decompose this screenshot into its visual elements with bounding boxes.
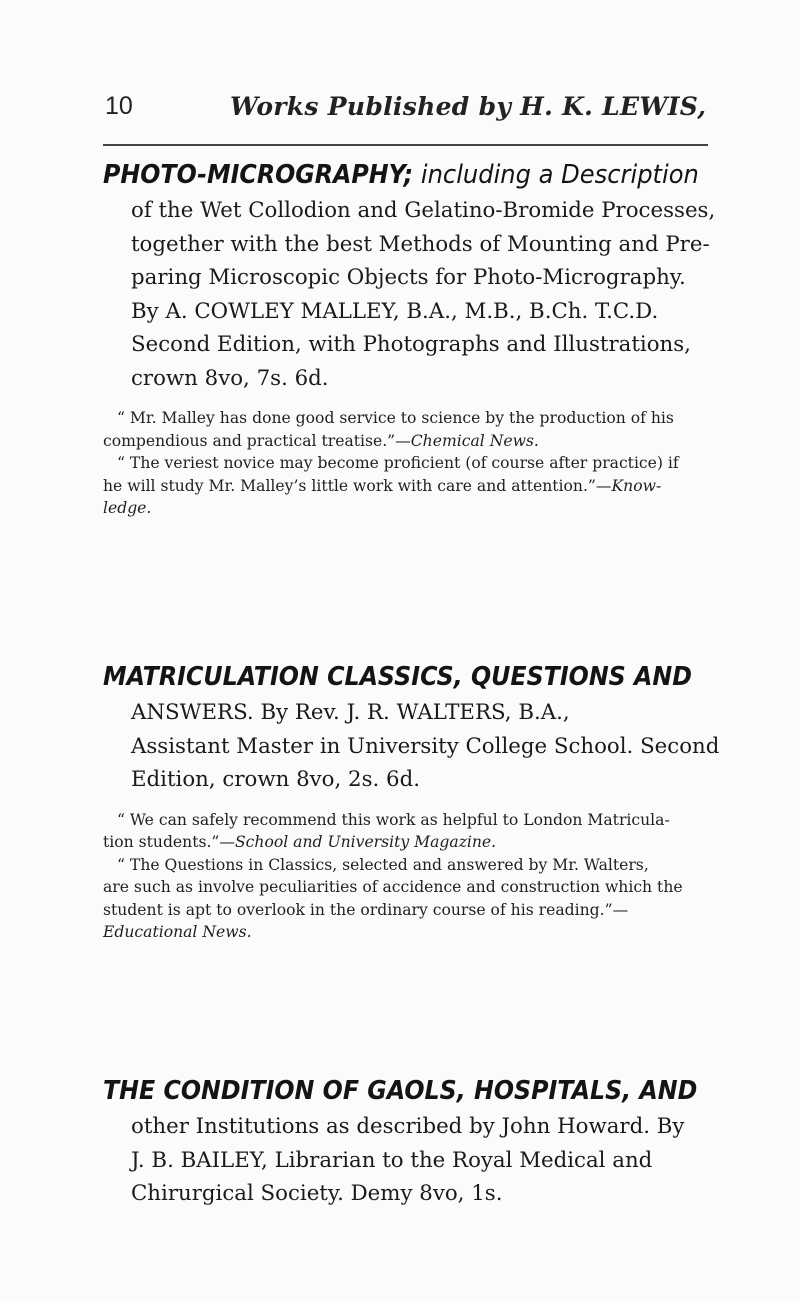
entry-title — [103, 160, 699, 190]
review-source: School and University Magazine. — [235, 833, 497, 851]
running-title: Works Published by H. K. LEWIS, — [230, 92, 707, 121]
entry-title: MATRICULATION CLASSICS, QUESTIONS AND — [103, 662, 692, 692]
description-line: Assistant Master in University College School. Second — [131, 733, 720, 759]
description-line: crown 8vo, 7s. 6d. — [131, 365, 329, 391]
review-line: he will study Mr. Malley’s little work with care and attention.”—Know- — [103, 476, 662, 495]
entry-matriculation-classics — [103, 662, 733, 944]
entry-condition-of-gaols — [103, 1076, 733, 1211]
entry-photo-micrography — [103, 160, 733, 520]
description-line: Edition, crown 8vo, 2s. 6d. — [131, 767, 420, 792]
page-number: 10 — [105, 92, 133, 120]
description-line: paring Microscopic Objects for Photo-Micrography. — [131, 265, 686, 290]
header-rule — [103, 144, 708, 146]
description-line: together with the best Methods of Mounting and Pre- — [131, 231, 710, 257]
review-source: Chemical News. — [410, 431, 539, 450]
entry-title-rest: including a Description — [413, 160, 699, 190]
review-line: student is apt to overlook in the ordinary course of his reading.”— — [103, 900, 629, 919]
entry-description — [131, 194, 731, 395]
review-source: Know- — [611, 476, 662, 495]
review-line: tion students.”—School and University Magazine. — [103, 833, 497, 851]
review-line: compendious and practical treatise.”—Chemical News. — [103, 431, 539, 450]
review-line: “ We can safely recommend this work as helpful to London Matricula- — [117, 810, 670, 829]
entry-description — [131, 1110, 731, 1211]
review-line: “ The veriest novice may become proficient (of course after practice) if — [117, 454, 679, 472]
description-line: By A. COWLEY MALLEY, B.A., M.B., B.Ch. T.C.D. — [131, 298, 659, 324]
description-line: ANSWERS. By Rev. J. R. WALTERS, B.A., — [131, 700, 570, 725]
review-quotes — [103, 407, 768, 520]
review-line: are such as involve peculiarities of accidence and construction which the — [103, 878, 683, 896]
review-source: ledge. — [103, 499, 152, 517]
review-source: Educational News. — [103, 923, 252, 941]
description-line: other Institutions as described by John Howard. By — [131, 1114, 685, 1139]
description-line: J. B. BAILEY, Librarian to the Royal Medical and — [131, 1147, 653, 1173]
description-line: Second Edition, with Photographs and Illustrations, — [131, 332, 691, 357]
description-line: Chirurgical Society. Demy 8vo, 1s. — [131, 1181, 503, 1206]
review-line: “ Mr. Malley has done good service to science by the production of his — [117, 409, 674, 427]
entry-description — [131, 696, 731, 797]
review-quotes — [103, 809, 768, 944]
entry-title-main: PHOTO-MICROGRAPHY; — [103, 160, 414, 190]
entry-title: THE CONDITION OF GAOLS, HOSPITALS, AND — [103, 1076, 698, 1106]
running-header — [0, 92, 800, 132]
description-line: of the Wet Collodion and Gelatino-Bromide Processes, — [131, 198, 716, 223]
review-line: “ The Questions in Classics, selected and answered by Mr. Walters, — [117, 855, 649, 874]
